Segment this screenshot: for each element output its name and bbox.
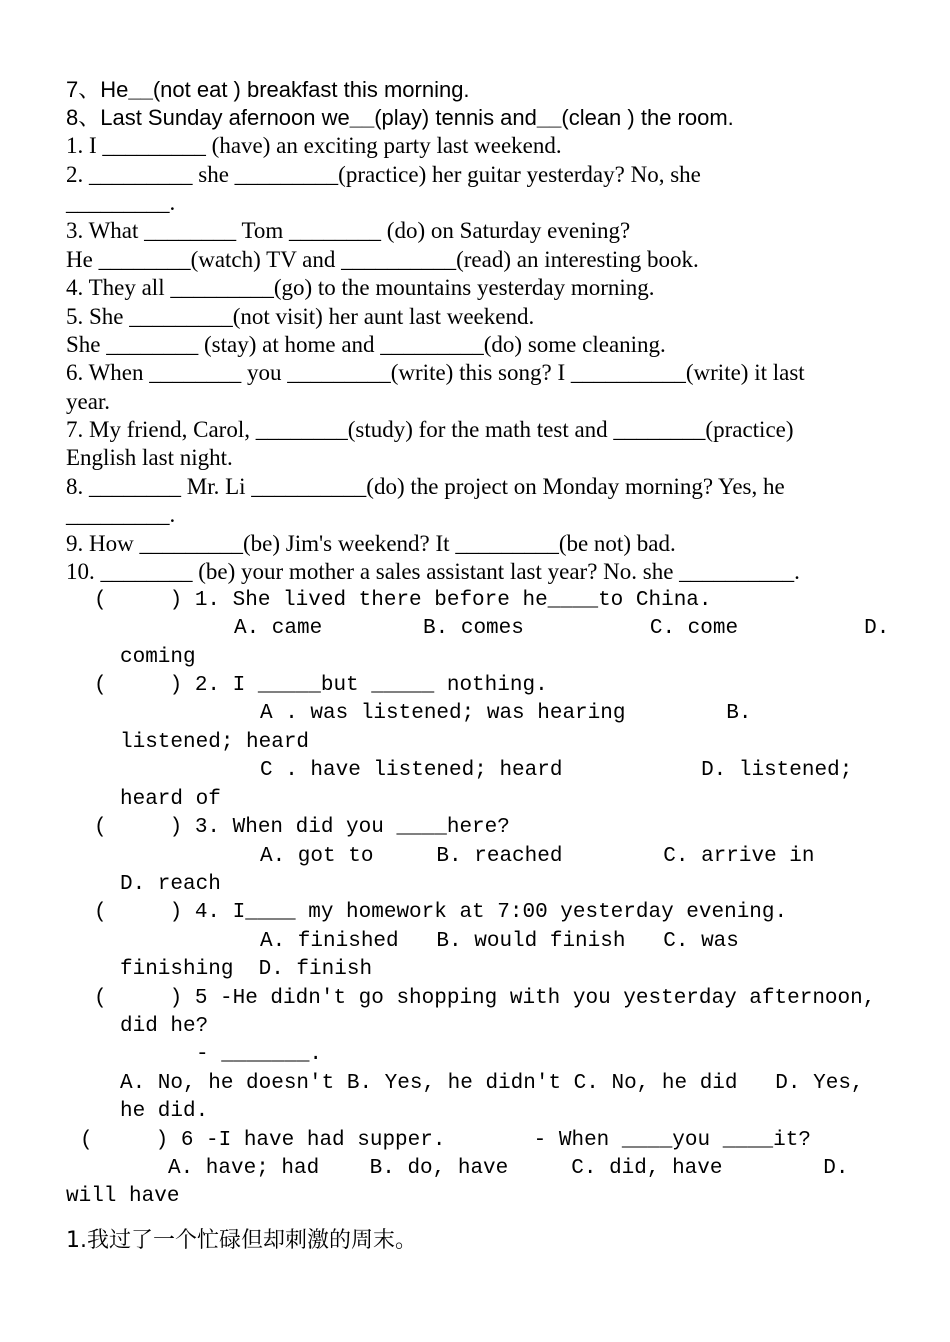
fill-in-line: year. <box>66 389 111 414</box>
mc-question: ( ) 5 -He didn't go shopping with you yesterday afternoon, <box>94 987 876 1010</box>
question-8-top <box>66 104 734 132</box>
answer-blank: __ <box>536 105 562 130</box>
fill-in-line: 7. My friend, Carol, ________(study) for the math test and ________(practice) <box>66 417 794 442</box>
fill-in-line: 3. What ________ Tom ________ (do) on Saturday evening? <box>66 218 631 243</box>
question-text: (play) tennis and <box>374 105 537 130</box>
mc-options-cont: listened; heard <box>120 731 310 754</box>
question-text: (clean ) the room. <box>561 105 734 130</box>
fill-in-line: English last night. <box>66 445 233 470</box>
mc-options: A. got to B. reached C. arrive in <box>260 845 815 868</box>
fill-in-line: 6. When ________ you _________(write) this song? I __________(write) it last <box>66 360 805 385</box>
mc-options-cont: finishing D. finish <box>120 958 373 981</box>
mc-options-cont: he did. <box>120 1100 209 1123</box>
fill-in-line: _________. <box>66 502 176 527</box>
mc-options: A . was listened; was hearing B. <box>260 702 752 725</box>
mc-options-cont: coming <box>120 646 196 669</box>
mc-options: A. have; had B. do, have C. did, have D. <box>168 1157 849 1180</box>
mc-question-cont: did he? <box>120 1015 209 1038</box>
mc-options: C . have listened; heard D. listened; <box>260 759 853 782</box>
question-text: (not eat ) breakfast this morning. <box>152 77 470 102</box>
fill-in-line: 1. I _________ (have) an exciting party last weekend. <box>66 133 562 158</box>
mc-options: A. came B. comes C. come D. <box>234 617 890 640</box>
translation-line: 1.我过了一个忙碌但却刺激的周末。 <box>66 1228 417 1253</box>
fill-in-line: She ________ (stay) at home and _________(do) some cleaning. <box>66 332 666 357</box>
mc-dialogue-reply: - _______. <box>196 1043 323 1066</box>
mc-options: A. finished B. would finish C. was <box>260 930 739 953</box>
mc-question: ( ) 4. I____ my homework at 7:00 yesterday evening. <box>94 901 788 924</box>
fill-in-line: 10. ________ (be) your mother a sales assistant last year? No. she __________. <box>66 559 800 584</box>
fill-in-line: 4. They all _________(go) to the mountains yesterday morning. <box>66 275 655 300</box>
fill-in-line: 9. How _________(be) Jim's weekend? It _________(be not) bad. <box>66 531 676 556</box>
fill-in-line: He ________(watch) TV and __________(read) an interesting book. <box>66 247 699 272</box>
answer-blank: __ <box>349 105 375 130</box>
mc-question: ( ) 2. I _____but _____ nothing. <box>94 674 548 697</box>
mc-options-cont: will have <box>66 1185 180 1208</box>
mc-options-cont: D. reach <box>120 873 221 896</box>
fill-in-line: 8. ________ Mr. Li __________(do) the project on Monday morning? Yes, he <box>66 474 785 499</box>
answer-blank: __ <box>128 77 153 102</box>
mc-options-cont: heard of <box>120 788 221 811</box>
fill-in-line: 2. _________ she _________(practice) her guitar yesterday? No, she <box>66 162 701 187</box>
mc-question: ( ) 3. When did you ____here? <box>94 816 510 839</box>
fill-in-line: 5. She _________(not visit) her aunt last weekend. <box>66 304 535 329</box>
question-text: 7、He <box>66 77 129 102</box>
question-7-top <box>66 76 470 104</box>
question-text: 8、Last Sunday afernoon we <box>66 105 350 130</box>
mc-question: ( ) 6 -I have had supper. - When ____you ____it? <box>80 1129 811 1152</box>
mc-options: A. No, he doesn't B. Yes, he didn't C. No, he did D. Yes, <box>120 1072 864 1095</box>
mc-question: ( ) 1. She lived there before he____to China. <box>94 589 712 612</box>
fill-in-line: _________. <box>66 190 176 215</box>
